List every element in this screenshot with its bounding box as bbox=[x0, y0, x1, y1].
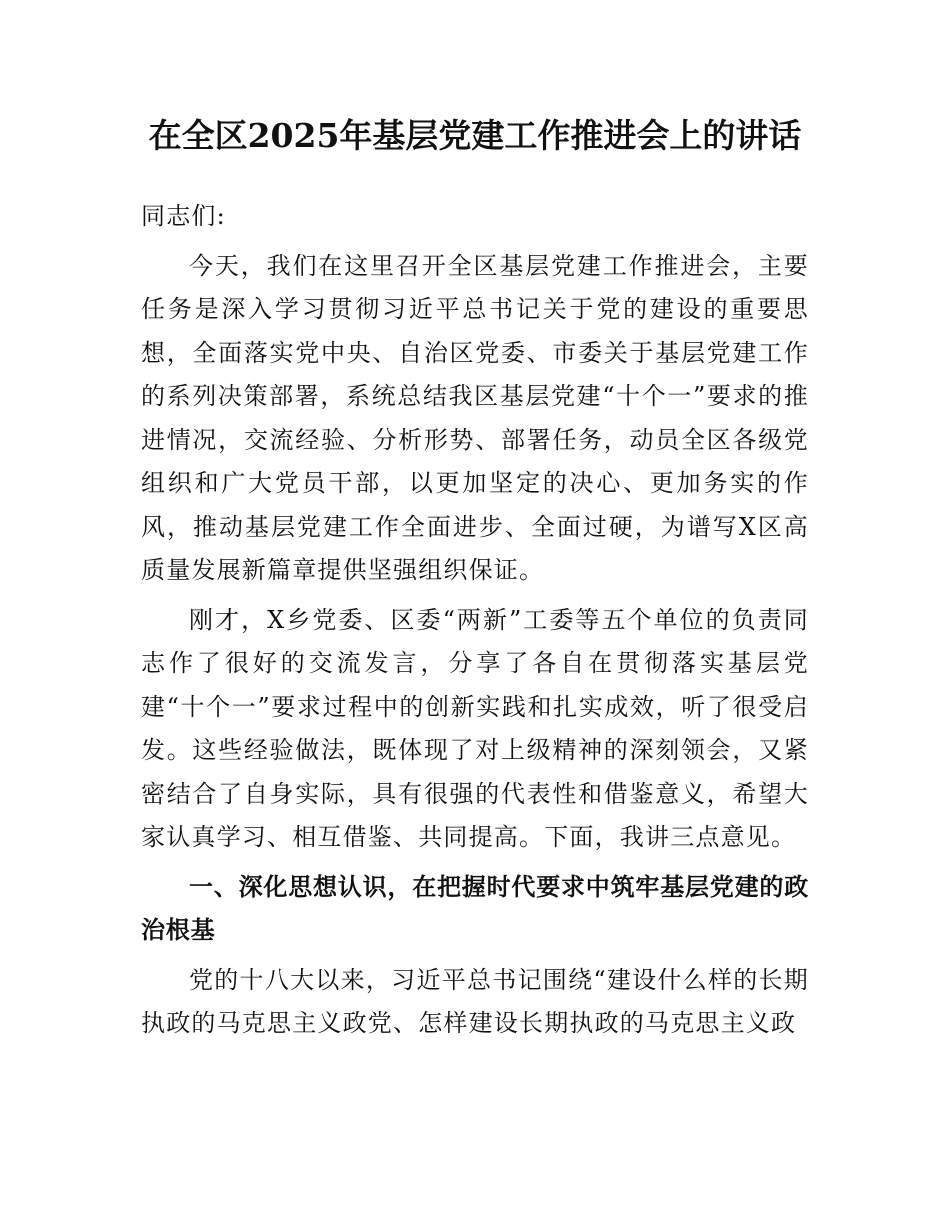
document-title: 在全区2025年基层党建工作推进会上的讲话 bbox=[148, 116, 802, 155]
document-body bbox=[141, 195, 809, 1052]
section-1-paragraph: 党的十八大以来，习近平总书记围绕“建设什么样的长期执政的马克思主义政党、怎样建设长期执政的马克思主义政 bbox=[141, 965, 809, 1037]
paragraph-opening: 今天，我们在这里召开全区基层党建工作推进会，主要任务是深入学习贯彻习近平总书记关于党的建设的重要思想，全面落实党中央、自治区党委、市委关于基层党建工作的系列决策部署，系统总结我区基层党建“十个一”要求的推进情况，交流经验、分析形势、部署任务，动员全区各级党组织和广大党员干部，以更加坚定的决心、更加务实的作风，推动基层党建工作全面进步、全面过硬，为谱写X区高质量发展新篇章提供坚强组织保证。 bbox=[141, 251, 809, 584]
paragraph-exchange-remarks: 刚才，X乡党委、区委“两新”工委等五个单位的负责同志作了很好的交流发言，分享了各自在贯彻落实基层党建“十个一”要求过程中的创新实践和扎实成效，听了很受启发。这些经验做法，既体现了对上级精神的深刻领会，又紧密结合了自身实际，具有很强的代表性和借鉴意义，希望大家认真学习、相互借鉴、共同提高。下面，我讲三点意见。 bbox=[141, 605, 809, 851]
salutation: 同志们: bbox=[141, 202, 226, 230]
section-heading-1: 一、深化思想认识，在把握时代要求中筑牢基层党建的政治根基 bbox=[141, 872, 809, 944]
